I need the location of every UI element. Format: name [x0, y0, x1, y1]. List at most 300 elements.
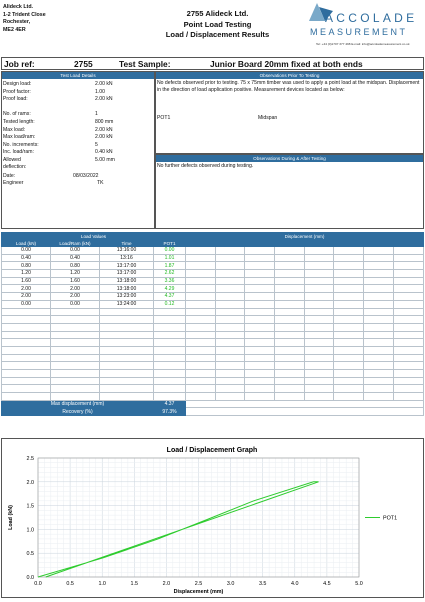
empty-cell: [51, 331, 100, 339]
empty-cell: [215, 308, 245, 316]
empty-cell: [2, 354, 51, 362]
empty-cell: [245, 377, 275, 385]
empty-cell: [245, 393, 275, 401]
empty-cell: [393, 354, 423, 362]
empty-cell: [186, 362, 216, 370]
detail-row: [3, 89, 153, 97]
table-cell: 13:17:00: [100, 270, 154, 278]
company-logo: [305, 1, 423, 43]
detail-label: Inc. load/ram:: [3, 149, 34, 156]
empty-cell: [334, 323, 364, 331]
empty-cell: [245, 285, 275, 293]
empty-cell: [334, 262, 364, 270]
table-cell: 2.00: [51, 285, 100, 293]
logo-word-top: ACCOLADE: [325, 11, 418, 25]
device-location: Midspan: [258, 115, 278, 121]
empty-cell: [186, 300, 216, 308]
empty-cell: [215, 346, 245, 354]
x-tick-label: 5.0: [355, 581, 363, 587]
detail-row: [3, 104, 153, 112]
x-tick-label: 4.0: [291, 581, 299, 587]
empty-cell: [334, 308, 364, 316]
empty-cell: [334, 285, 364, 293]
logo-word-bottom: MEASUREMENT: [310, 27, 408, 37]
empty-cell: [275, 362, 305, 370]
empty-cell: [275, 346, 305, 354]
empty-cell: [245, 331, 275, 339]
empty-cell: [51, 339, 100, 347]
report-title: [150, 9, 285, 41]
table-row: [2, 362, 424, 370]
table-cell: 0.12: [154, 300, 186, 308]
date-label: Date:: [3, 173, 16, 179]
displacement-heading: Displacement (mm): [186, 233, 424, 240]
empty-cell: [275, 331, 305, 339]
empty-cell: [304, 339, 334, 347]
empty-cell: [364, 247, 394, 255]
observations-during-text: No further defects observed during testing.: [157, 163, 254, 169]
detail-label: Allowed deflection:: [3, 156, 27, 170]
empty-cell: [304, 370, 334, 378]
empty-cell: [304, 254, 334, 262]
empty-cell: [304, 393, 334, 401]
detail-label: Tested length:: [3, 118, 35, 125]
empty-cell: [304, 308, 334, 316]
detail-value: 5.00 mm: [95, 156, 115, 163]
empty-cell: [364, 346, 394, 354]
y-axis-label: Load (kN): [8, 505, 14, 530]
empty-cell: [245, 247, 275, 255]
table-row: [2, 316, 424, 324]
empty-cell: [275, 385, 305, 393]
empty-cell: [275, 293, 305, 301]
empty-cell: [215, 354, 245, 362]
empty-cell: [275, 370, 305, 378]
empty-cell: [304, 316, 334, 324]
x-tick-label: 1.5: [130, 581, 139, 587]
detail-value: 2.00 kN: [95, 126, 113, 133]
empty-cell: [275, 262, 305, 270]
empty-cell: [393, 393, 423, 401]
x-tick-label: 2.0: [162, 581, 171, 587]
empty-cell: [245, 346, 275, 354]
empty-cell: [245, 339, 275, 347]
detail-value: 0.40 kN: [95, 149, 113, 156]
detail-row: [3, 149, 153, 157]
empty-cell: [154, 339, 186, 347]
empty-cell: [393, 377, 423, 385]
empty-cell: [186, 385, 216, 393]
empty-cell: [334, 370, 364, 378]
empty-cell: [154, 385, 186, 393]
job-ref-value: 2755: [74, 59, 93, 69]
empty-cell: [364, 277, 394, 285]
empty-cell: [186, 277, 216, 285]
contact-line: Tel: +44 (0)1707 377 498 E-mail: info@accolademeasurement.co.uk: [316, 42, 410, 46]
table-cell: 0.80: [51, 262, 100, 270]
engineer-label: Engineer: [3, 180, 24, 186]
empty-cell: [51, 316, 100, 324]
empty-cell: [304, 270, 334, 278]
empty-cell: [334, 346, 364, 354]
empty-cell: [215, 377, 245, 385]
table-cell: 4.29: [154, 285, 186, 293]
empty-cell: [364, 362, 394, 370]
x-tick-label: 2.5: [194, 581, 203, 587]
empty-cell: [304, 385, 334, 393]
empty-cell: [51, 385, 100, 393]
test-sample-label: Test Sample:: [119, 59, 171, 69]
empty-cell: [100, 316, 154, 324]
job-row: [1, 57, 424, 70]
table-cell: 0.40: [2, 254, 51, 262]
empty-cell: [100, 339, 154, 347]
table-row: [2, 300, 424, 308]
empty-cell: [154, 370, 186, 378]
empty-cell: [2, 362, 51, 370]
empty-cell: [215, 370, 245, 378]
detail-label: No. increments:: [3, 141, 39, 148]
max-displacement-label: Max displacement (mm): [2, 400, 154, 408]
legend-label: POT1: [383, 515, 398, 522]
empty-cell: [215, 300, 245, 308]
empty-cell: [275, 377, 305, 385]
table-cell: 13:17:00: [100, 262, 154, 270]
empty-cell: [154, 354, 186, 362]
table-row: [2, 285, 424, 293]
empty-cell: [364, 377, 394, 385]
empty-cell: [245, 293, 275, 301]
table-row: [2, 323, 424, 331]
detail-value: 1: [95, 111, 98, 118]
empty-cell: [186, 346, 216, 354]
empty-cell: [393, 254, 423, 262]
table-cell: 0.00: [154, 247, 186, 255]
empty-cell: [186, 270, 216, 278]
empty-cell: [304, 277, 334, 285]
chart-title: Load / Displacement Graph: [166, 447, 258, 454]
empty-cell: [215, 262, 245, 270]
empty-cell: [100, 323, 154, 331]
empty-cell: [364, 270, 394, 278]
empty-cell: [186, 285, 216, 293]
detail-label: Proof load:: [3, 96, 28, 103]
empty-cell: [393, 339, 423, 347]
empty-cell: [186, 393, 216, 401]
table-row: [2, 377, 424, 385]
empty-cell: [154, 308, 186, 316]
address-line: ME2 4ER: [3, 26, 26, 33]
table-cell: 0.00: [51, 300, 100, 308]
empty-cell: [334, 300, 364, 308]
empty-cell: [304, 346, 334, 354]
test-sample-value: Junior Board 20mm fixed at both ends: [210, 59, 363, 69]
table-cell: 4.37: [154, 293, 186, 301]
empty-cell: [364, 285, 394, 293]
table-cell: 3.36: [154, 277, 186, 285]
load-values-table: [1, 232, 424, 416]
empty-cell: [154, 316, 186, 324]
empty-cell: [186, 377, 216, 385]
table-row: [2, 339, 424, 347]
table-cell: 1.87: [154, 262, 186, 270]
detail-label: Proof factor:: [3, 88, 31, 95]
load-displacement-chart: [2, 439, 423, 597]
empty-cell: [154, 377, 186, 385]
detail-value: 5: [95, 141, 98, 148]
table-row: [2, 262, 424, 270]
empty-cell: [245, 262, 275, 270]
empty-cell: [245, 316, 275, 324]
empty-cell: [245, 270, 275, 278]
detail-label: No. of rams:: [3, 111, 31, 118]
empty-cell: [334, 339, 364, 347]
empty-cell: [100, 331, 154, 339]
col-load: Load (kN): [2, 240, 51, 247]
empty-cell: [154, 362, 186, 370]
max-displacement-value: 4.37: [154, 400, 186, 408]
empty-cell: [154, 346, 186, 354]
empty-cell: [245, 323, 275, 331]
table-cell: 1.01: [154, 254, 186, 262]
empty-cell: [393, 385, 423, 393]
observations-during-panel: [155, 154, 424, 229]
empty-cell: [215, 285, 245, 293]
engineer-value: TK: [97, 180, 104, 186]
detail-value: 2.00 kN: [95, 134, 113, 141]
x-tick-label: 0.5: [66, 581, 74, 587]
empty-cell: [334, 377, 364, 385]
title-line: Point Load Testing: [183, 19, 252, 29]
y-tick-label: 1.0: [26, 527, 34, 534]
detail-value: 1.00: [95, 88, 105, 95]
empty-cell: [2, 385, 51, 393]
empty-cell: [215, 316, 245, 324]
empty-cell: [215, 331, 245, 339]
y-tick-label: 0.0: [26, 575, 34, 581]
empty-cell: [245, 277, 275, 285]
empty-cell: [51, 362, 100, 370]
detail-list: [3, 81, 153, 171]
empty-cell: [2, 339, 51, 347]
empty-cell: [393, 262, 423, 270]
empty-cell: [393, 362, 423, 370]
empty-cell: [2, 370, 51, 378]
empty-cell: [51, 323, 100, 331]
y-tick-label: 2.5: [26, 456, 34, 462]
empty-cell: [393, 277, 423, 285]
table-cell: 13:18:00: [100, 285, 154, 293]
table-row: [2, 293, 424, 301]
empty-cell: [154, 393, 186, 401]
empty-cell: [245, 308, 275, 316]
empty-cell: [154, 323, 186, 331]
empty-cell: [245, 300, 275, 308]
detail-value: 2.00 kN: [95, 81, 113, 87]
empty-cell: [186, 262, 216, 270]
empty-cell: [215, 385, 245, 393]
x-tick-label: 0.0: [34, 581, 42, 587]
empty-cell: [304, 331, 334, 339]
empty-cell: [2, 323, 51, 331]
date-block: [3, 173, 153, 187]
empty-cell: [364, 385, 394, 393]
y-tick-label: 2.0: [26, 479, 34, 486]
table-cell: 2.62: [154, 270, 186, 278]
empty-cell: [100, 385, 154, 393]
table-cell: 2.00: [51, 293, 100, 301]
empty-cell: [215, 393, 245, 401]
empty-cell: [51, 370, 100, 378]
empty-cell: [304, 300, 334, 308]
address-line: Alideck Ltd.: [3, 4, 34, 10]
empty-cell: [275, 316, 305, 324]
empty-cell: [51, 354, 100, 362]
test-load-details-heading: Test Load Details: [2, 72, 154, 79]
table-cell: 0.40: [51, 254, 100, 262]
empty-cell: [334, 331, 364, 339]
empty-cell: [364, 293, 394, 301]
test-load-details-panel: [1, 71, 155, 229]
address-line: 1-2 Trident Close: [3, 11, 46, 18]
table-cell: 13:18:00: [100, 277, 154, 285]
x-tick-label: 3.0: [226, 581, 235, 587]
recovery-label: Recovery (%): [2, 408, 154, 416]
empty-cell: [334, 393, 364, 401]
y-tick-label: 1.5: [26, 503, 34, 510]
empty-cell: [2, 346, 51, 354]
empty-cell: [393, 316, 423, 324]
empty-cell: [215, 247, 245, 255]
empty-cell: [393, 323, 423, 331]
detail-label: Max load:: [3, 126, 26, 133]
empty-cell: [100, 362, 154, 370]
empty-cell: [100, 377, 154, 385]
empty-cell: [364, 308, 394, 316]
empty-cell: [364, 339, 394, 347]
empty-cell: [2, 331, 51, 339]
empty-cell: [304, 293, 334, 301]
empty-cell: [364, 323, 394, 331]
detail-row: [3, 111, 153, 119]
col-load-ram: Load/Ram (kN): [51, 240, 100, 247]
empty-cell: [100, 346, 154, 354]
empty-cell: [245, 362, 275, 370]
table-cell: 1.60: [2, 277, 51, 285]
observations-prior-panel: [155, 71, 424, 154]
empty-cell: [275, 285, 305, 293]
table-row: [2, 354, 424, 362]
empty-cell: [275, 354, 305, 362]
empty-cell: [275, 270, 305, 278]
table-row: [2, 277, 424, 285]
table-cell: 2.00: [2, 285, 51, 293]
empty-cell: [245, 385, 275, 393]
table-cell: 2.00: [2, 293, 51, 301]
empty-cell: [2, 316, 51, 324]
detail-row: [3, 142, 153, 150]
empty-cell: [304, 323, 334, 331]
empty-cell: [51, 346, 100, 354]
empty-cell: [186, 316, 216, 324]
empty-cell: [2, 393, 51, 401]
detail-row: [3, 127, 153, 135]
empty-cell: [245, 370, 275, 378]
empty-cell: [304, 362, 334, 370]
empty-cell: [100, 370, 154, 378]
x-tick-label: 1.0: [98, 581, 106, 587]
empty-cell: [304, 247, 334, 255]
empty-cell: [275, 339, 305, 347]
empty-cell: [393, 346, 423, 354]
empty-cell: [51, 377, 100, 385]
empty-cell: [186, 323, 216, 331]
detail-row: [3, 96, 153, 104]
empty-cell: [100, 393, 154, 401]
empty-cell: [186, 339, 216, 347]
empty-cell: [393, 308, 423, 316]
empty-cell: [2, 377, 51, 385]
empty-cell: [215, 323, 245, 331]
empty-cell: [154, 331, 186, 339]
empty-cell: [304, 377, 334, 385]
load-values-heading: Load Values: [2, 233, 186, 240]
empty-cell: [275, 308, 305, 316]
table-cell: 1.60: [51, 277, 100, 285]
empty-cell: [304, 285, 334, 293]
empty-cell: [275, 254, 305, 262]
empty-cell: [275, 247, 305, 255]
detail-value: 800 mm: [95, 118, 114, 125]
empty-cell: [393, 293, 423, 301]
empty-cell: [393, 247, 423, 255]
empty-cell: [186, 293, 216, 301]
empty-cell: [364, 354, 394, 362]
date-value: 08/03/2022: [73, 173, 99, 179]
empty-cell: [334, 354, 364, 362]
empty-cell: [215, 277, 245, 285]
title-line: 2755 Alideck Ltd.: [186, 9, 249, 18]
observations-prior-heading: Observations Prior To Testing: [156, 72, 423, 79]
table-row: [2, 331, 424, 339]
empty-cell: [334, 362, 364, 370]
empty-cell: [334, 270, 364, 278]
empty-cell: [334, 385, 364, 393]
table-cell: 13:16:00: [100, 247, 154, 255]
table-row: [2, 385, 424, 393]
x-tick-label: 3.5: [258, 581, 267, 587]
empty-cell: [393, 270, 423, 278]
table-cell: 0.80: [2, 262, 51, 270]
detail-label: Max load/ram:: [3, 134, 36, 141]
empty-cell: [215, 339, 245, 347]
table-row: [2, 393, 424, 401]
empty-cell: [334, 293, 364, 301]
chart-panel: [1, 438, 424, 598]
detail-value: 2.00 kN: [95, 96, 113, 103]
y-tick-label: 0.5: [26, 551, 34, 558]
empty-cell: [364, 262, 394, 270]
empty-cell: [186, 247, 216, 255]
empty-cell: [215, 362, 245, 370]
empty-cell: [304, 262, 334, 270]
table-row: [2, 254, 424, 262]
address-line: Rochester,: [3, 19, 31, 26]
empty-cell: [51, 308, 100, 316]
empty-cell: [334, 277, 364, 285]
empty-cell: [393, 300, 423, 308]
detail-row: [3, 134, 153, 142]
